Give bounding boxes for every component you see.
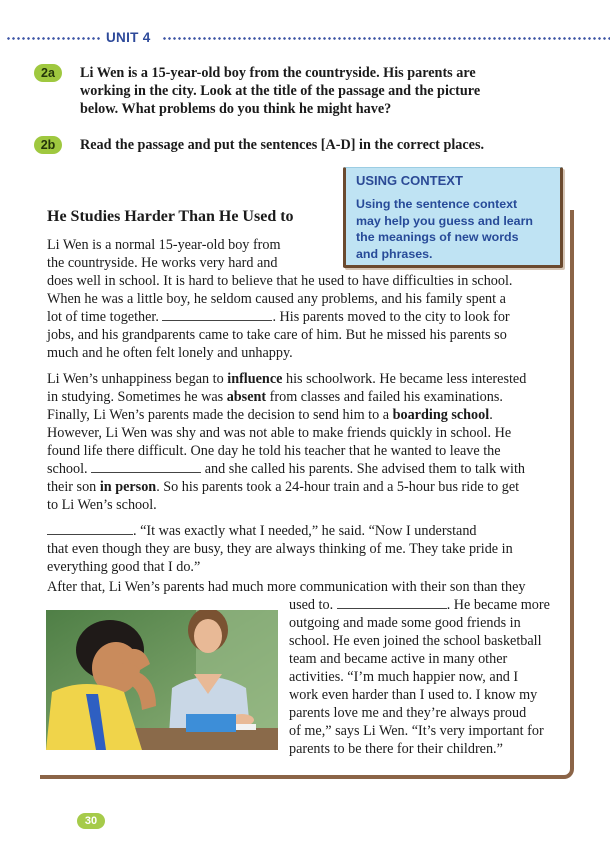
- passage-line: After that, Li Wen’s parents had much more communication with their son than they: [47, 579, 526, 595]
- passage-line: that even though they are busy, they are always thinking of me. They take pride in: [47, 541, 513, 557]
- using-context-line: and phrases.: [356, 246, 433, 261]
- passage-line: [47, 388, 526, 406]
- task-2b-line: Read the passage and put the sentences [A-D] in the correct places.: [80, 137, 485, 153]
- passage-line: When he was a little boy, he seldom caused any problems, and his family spent a: [47, 291, 506, 307]
- task-2b: [34, 136, 579, 154]
- passage-text: their son: [47, 479, 100, 495]
- passage-title: He Studies Harder Than He Used to: [47, 208, 294, 225]
- answer-blank-2[interactable]: [91, 460, 201, 473]
- passage-text: from classes and failed his examinations.: [266, 389, 503, 405]
- passage-text: .: [489, 407, 493, 423]
- task-2a-text: [80, 64, 579, 118]
- passage-line: everything good that I do.”: [47, 559, 201, 575]
- task-2a-line: working in the city. Look at the title of the passage and the picture: [80, 83, 481, 99]
- unit-header: [0, 30, 614, 46]
- task-2a-line: below. What problems do you think he might have?: [80, 101, 392, 117]
- bold-term-influence: influence: [227, 371, 283, 387]
- passage-line: to Li Wen’s school.: [47, 497, 157, 513]
- passage-text: . He became more: [446, 597, 550, 613]
- page-number: 30: [77, 813, 105, 829]
- task-2a-line: Li Wen is a 15-year-old boy from the countryside. His parents are: [80, 65, 476, 81]
- answer-blank-4[interactable]: [337, 596, 447, 609]
- passage-line: [47, 460, 526, 478]
- passage-text: Li Wen’s unhappiness began to: [47, 371, 228, 387]
- passage-line: team and became active in many other: [289, 651, 508, 667]
- passage-text: used to.: [289, 597, 337, 613]
- bold-term-in-person: in person: [99, 479, 157, 495]
- classroom-photo: [46, 610, 278, 750]
- task-2b-text: [80, 136, 579, 154]
- dotted-rule-right: [162, 37, 610, 40]
- passage-line: jobs, and his grandparents came to take care of him. But he missed his parents so: [47, 327, 507, 343]
- unit-label: UNIT 4: [106, 30, 151, 45]
- passage-line: [47, 308, 526, 326]
- bold-term-boarding-school: boarding school: [392, 407, 490, 423]
- passage-text: Finally, Li Wen’s parents made the decision to send him to a: [47, 407, 393, 423]
- passage-text: school.: [47, 461, 92, 477]
- task-2b-badge: 2b: [34, 136, 62, 154]
- task-2a: [34, 64, 579, 118]
- passage-text: and she called his parents. She advised them to talk with: [201, 461, 526, 477]
- passage-line: found life there difficult. One day he told his teacher that he wanted to leave the: [47, 443, 501, 459]
- passage-line: much and he often felt lonely and unhappy.: [47, 345, 293, 361]
- passage-line: parents to be there for their children.”: [289, 741, 503, 757]
- passage-text: . “It was exactly what I needed,” he said. “Now I understand: [133, 523, 477, 539]
- answer-blank-1[interactable]: [162, 308, 272, 321]
- passage-line: work even harder than I used to. I know my: [289, 687, 538, 703]
- passage-line: does well in school. It is hard to believe that he used to have difficulties in school.: [47, 273, 513, 289]
- passage-line: the countryside. He works very hard and: [47, 255, 278, 271]
- passage-line: However, Li Wen was shy and was not able to make friends quickly in school. He: [47, 425, 512, 441]
- passage-line: [47, 370, 526, 388]
- bold-term-absent: absent: [226, 389, 267, 405]
- passage-line: [47, 406, 526, 424]
- task-2a-badge: 2a: [34, 64, 62, 82]
- classroom-photo-illustration: [46, 610, 278, 750]
- using-context-line: may help you guess and learn: [356, 213, 533, 228]
- using-context-line: Using the sentence context: [356, 197, 518, 211]
- passage-line: [289, 596, 550, 614]
- passage-body: [47, 236, 526, 576]
- passage-line: outgoing and made some good friends in: [289, 615, 521, 631]
- passage-line: [47, 478, 526, 496]
- answer-blank-3[interactable]: [47, 522, 133, 535]
- passage-line: of me,” says Li Wen. “It’s very important for: [289, 723, 544, 739]
- passage-line: Li Wen is a normal 15-year-old boy from: [47, 237, 281, 253]
- using-context-line: the meanings of new words: [356, 230, 519, 244]
- passage-text: in studying. Sometimes he was: [47, 389, 227, 405]
- passage-line: parents love me and they’re always proud: [289, 705, 527, 721]
- dotted-rule-left: [6, 37, 102, 40]
- passage-line: school. He even joined the school basketball: [289, 633, 542, 649]
- passage-text: . His parents moved to the city to look for: [272, 309, 510, 325]
- passage-text: his schoolwork. He became less interested: [282, 371, 527, 387]
- passage-text: lot of time together.: [47, 309, 163, 325]
- passage-line: activities. “I’m much happier now, and I: [289, 669, 519, 685]
- passage-line: [47, 522, 526, 540]
- passage-text: . So his parents took a 24-hour train and a 5-hour bus ride to get: [156, 479, 520, 495]
- using-context-title: USING CONTEXT: [356, 173, 463, 188]
- passage-side-text: [289, 596, 550, 758]
